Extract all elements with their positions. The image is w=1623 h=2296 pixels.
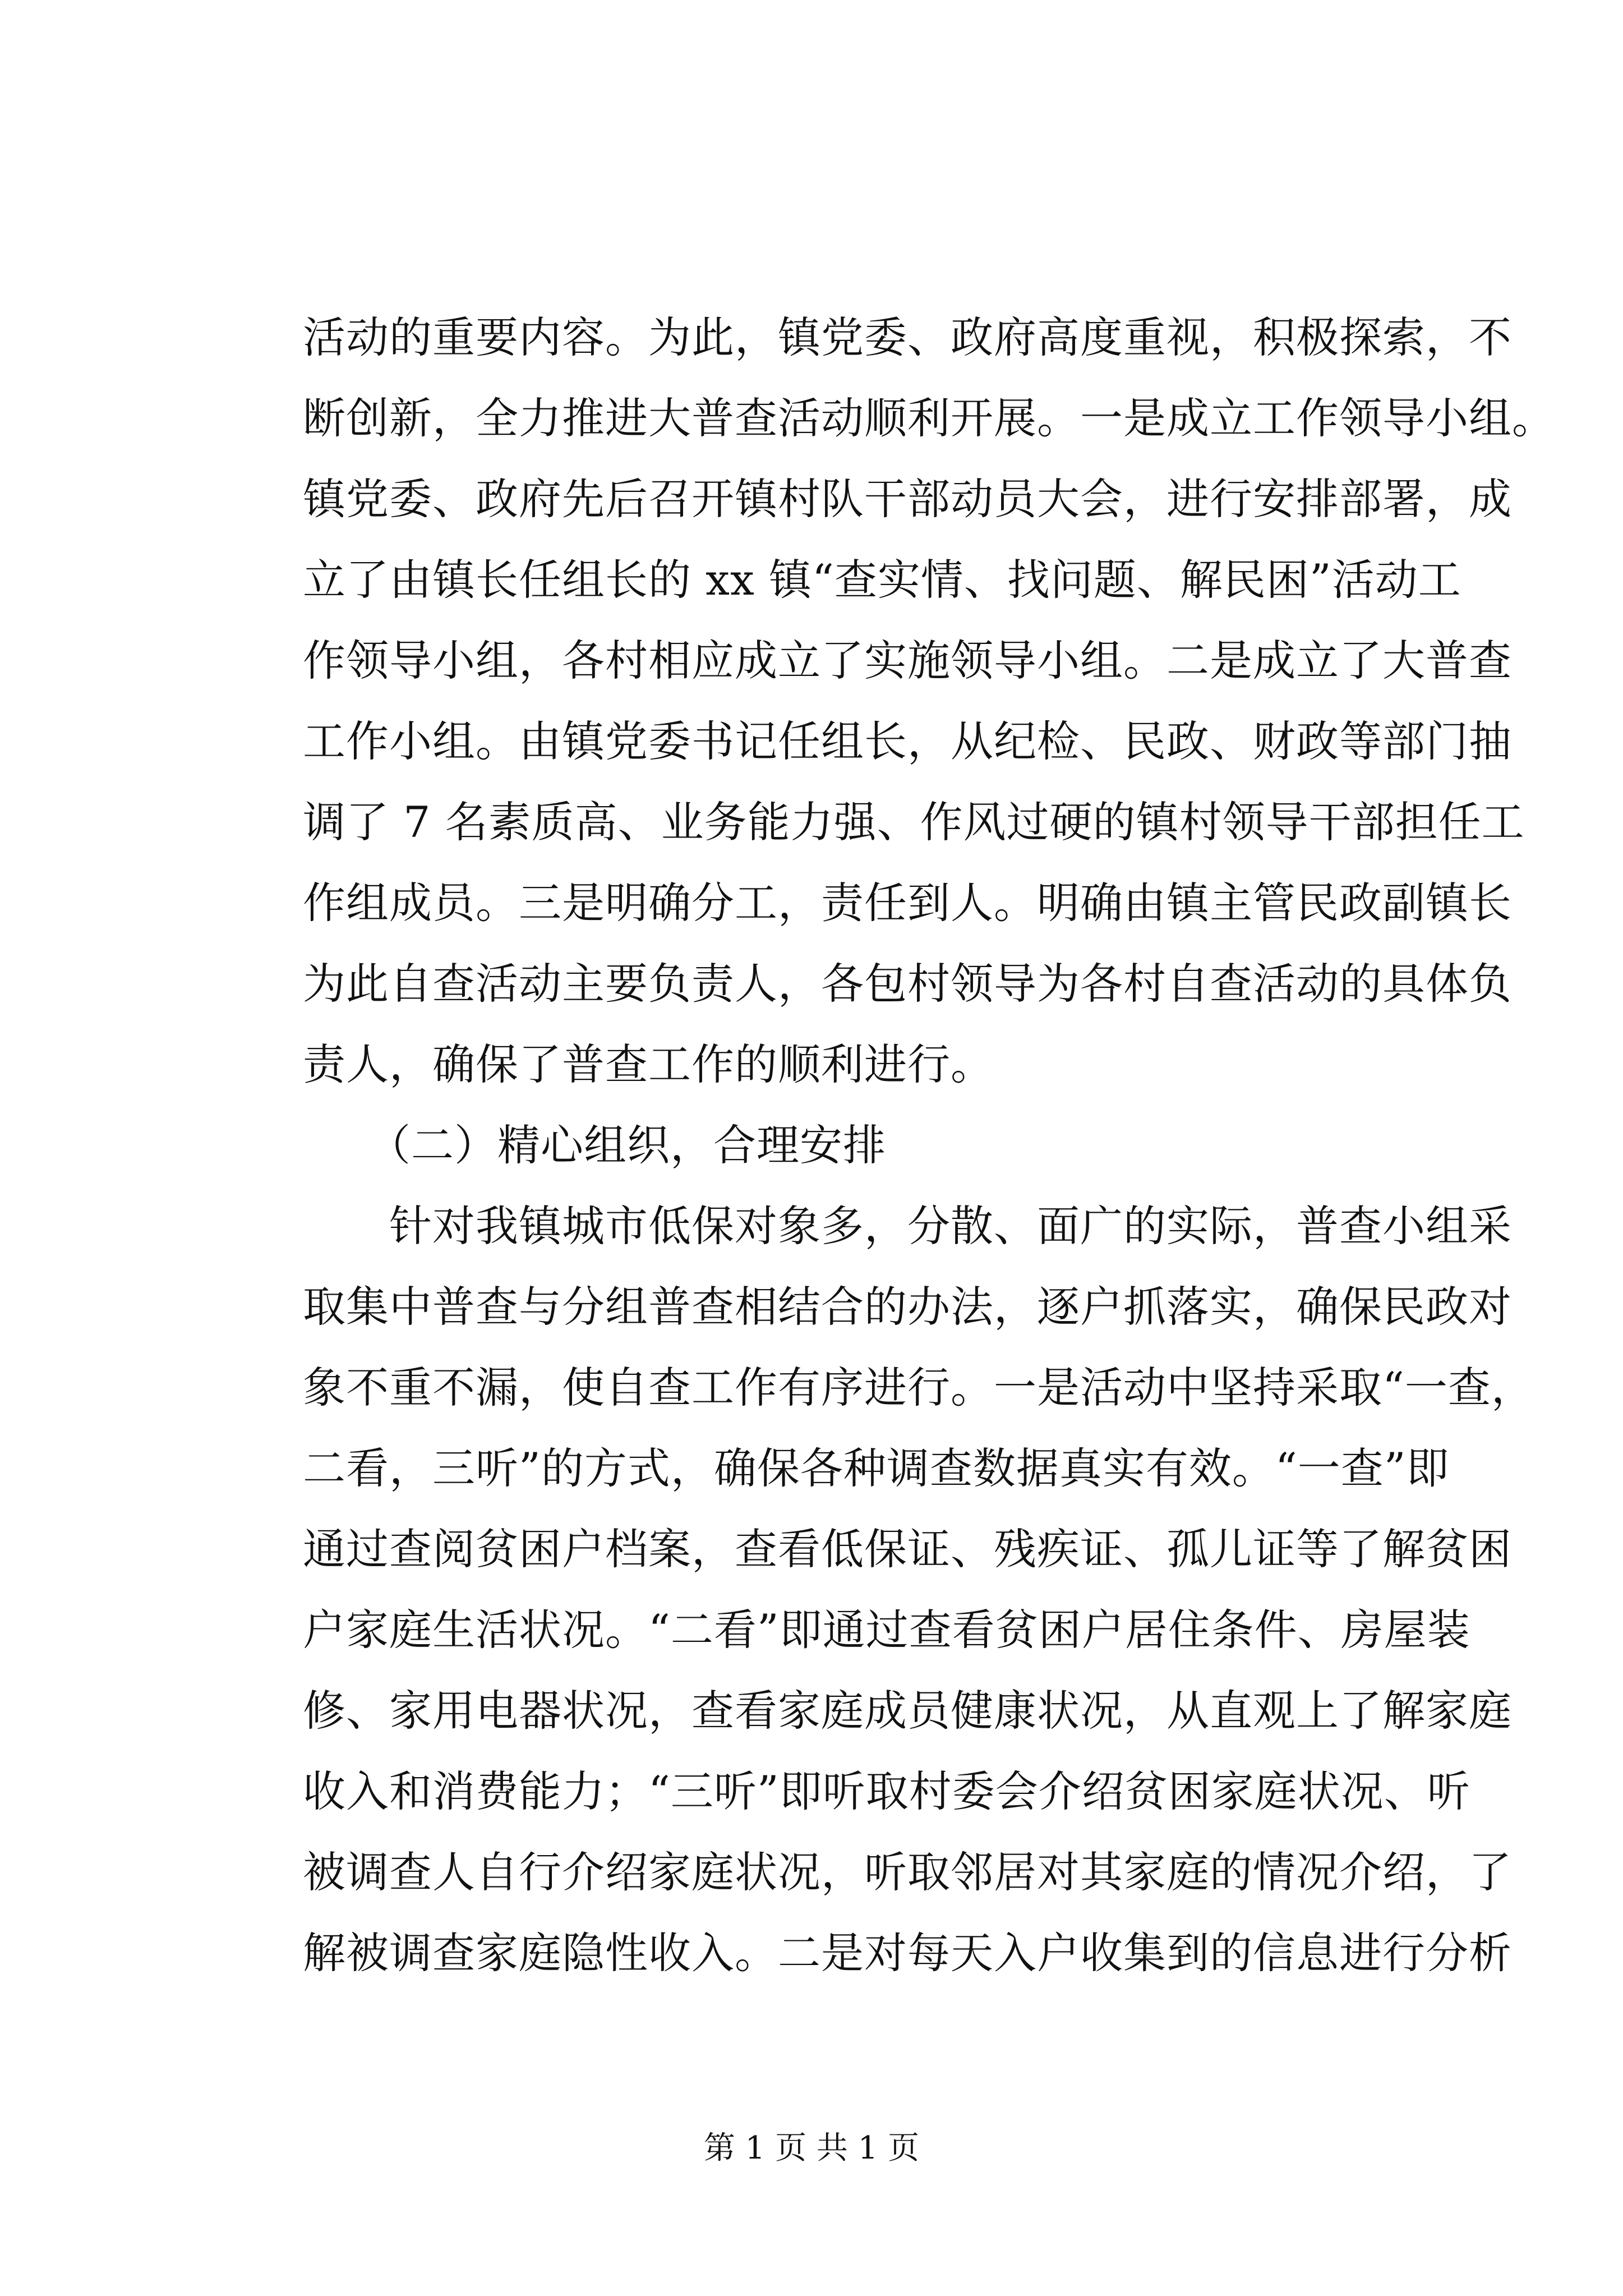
text-line: 立了由镇长任组长的 xx 镇“查实情、找问题、解民困”活动工 (303, 555, 1461, 605)
text-line: 象不重不漏，使自查工作有序进行。一是活动中坚持采取“一查， (303, 1363, 1534, 1412)
text-line: 活动的重要内容。为此，镇党委、政府高度重视，积极探索，不 (303, 312, 1512, 362)
body-text (303, 297, 1555, 1994)
text-line: 通过查阅贫困户档案，查看低保证、残疾证、孤儿证等了解贫困 (303, 1524, 1512, 1574)
text-line: 被调查人自行介绍家庭状况，听取邻居对其家庭的情况介绍，了 (303, 1847, 1512, 1897)
text-line: 户家庭生活状况。“二看”即通过查看贫困户居住条件、房屋装 (303, 1605, 1470, 1655)
text-line: 取集中普查与分组普查相结合的办法，逐户抓落实，确保民政对 (303, 1282, 1512, 1332)
text-line: 修、家用电器状况，查看家庭成员健康状况，从直观上了解家庭 (303, 1686, 1512, 1736)
page-number-footer: 第 1 页 共 1 页 (703, 2130, 920, 2166)
text-line: 针对我镇城市低保对象多，分散、面广的实际，普查小组采 (303, 1201, 1512, 1251)
text-line: 二看，三听”的方式，确保各种调查数据真实有效。“一查”即 (303, 1443, 1450, 1493)
text-line: 作组成员。三是明确分工，责任到人。明确由镇主管民政副镇长 (303, 878, 1512, 928)
text-line: 解被调查家庭隐性收入。二是对每天入户收集到的信息进行分析 (303, 1928, 1512, 1978)
section-heading: （二）精心组织，合理安排 (303, 1120, 886, 1170)
text-line: 为此自查活动主要负责人，各包村领导为各村自查活动的具体负 (303, 959, 1512, 1009)
text-line: 工作小组。由镇党委书记任组长，从纪检、民政、财政等部门抽 (303, 716, 1512, 766)
text-line: 调了 7 名素质高、业务能力强、作风过硬的镇村领导干部担任工 (303, 797, 1525, 847)
text-line: 收入和消费能力；“三听”即听取村委会介绍贫困家庭状况、听 (303, 1766, 1470, 1816)
text-line: 作领导小组，各村相应成立了实施领导小组。二是成立了大普查 (303, 636, 1512, 685)
text-line: 镇党委、政府先后召开镇村队干部动员大会，进行安排部署，成 (303, 474, 1512, 524)
text-line: 断创新，全力推进大普查活动顺利开展。一是成立工作领导小组。 (303, 393, 1555, 443)
text-line: 责人，确保了普查工作的顺利进行。 (303, 1039, 994, 1089)
